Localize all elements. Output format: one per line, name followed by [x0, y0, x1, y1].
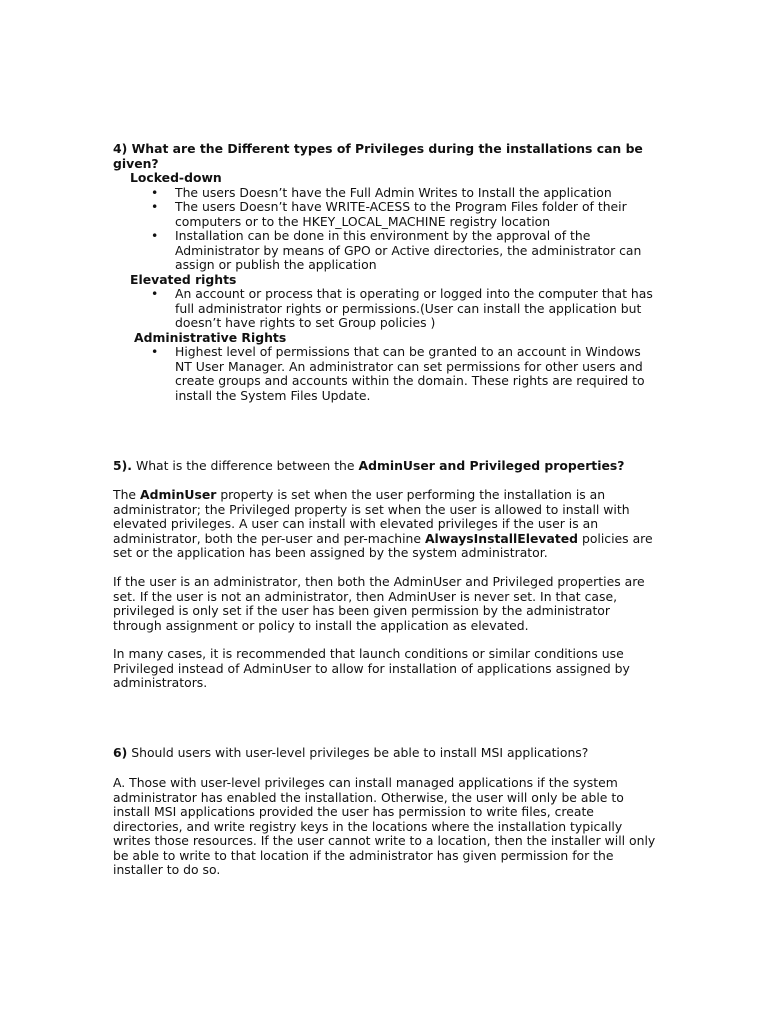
p1-adminuser-term: AdminUser: [139, 487, 217, 502]
locked-down-list: [113, 186, 658, 273]
elevated-rights-list: [113, 287, 658, 331]
p1-alwaysinstallelevated-term: AlwaysInstallElevated: [424, 530, 579, 546]
section-heading-administrative-rights: Administrative Rights: [134, 329, 287, 345]
p1-text-e: policies are set or the application has been assigned by the system administrator.: [113, 530, 653, 560]
question-5-paragraph-1: [113, 488, 658, 561]
question-4: [113, 142, 658, 403]
list-item: • The users Doesn’t have WRITE-ACESS to the Program Files folder of their computers or to the HKEY_LOCAL_MACHINE registry location: [113, 200, 658, 229]
question-6-number: 6): [113, 745, 128, 760]
question-5-text-bold: AdminUser and Privileged properties?: [358, 458, 625, 473]
question-6-text: Should users with user-level privileges be able to install MSI applications?: [127, 745, 589, 760]
question-5-text: What is the difference between the: [132, 458, 359, 473]
question-6: [113, 746, 658, 761]
paragraph-text: A. Those with user-level privileges can install managed applications if the system administrator has enabled the installation. Otherwise, the user will only be able to install MSI applications provided the user has permission to write files, create directories, and write registry keys in the locations where the installation typically writes those resources. If the user cannot write to a location, then the installer will only be able to write to that location if the administrator has given permission for the installer to do so.: [113, 775, 656, 877]
question-5-title: [113, 459, 658, 474]
question-6-title: [113, 746, 658, 761]
list-item: • Highest level of permissions that can be granted to an account in Windows NT User Manager. An administrator can set permissions for other users and create groups and accounts within the domain. These rights are required to install the System Files Update.: [113, 345, 658, 403]
question-5-paragraph-2: [113, 575, 658, 633]
paragraph-text: If the user is an administrator, then both the AdminUser and Privileged properties are set. If the user is not an administrator, then AdminUser is never set. In that case, privileged is only set if the user has been given permission by the administrator through assignment or policy to install the application as elevated.: [113, 574, 645, 633]
question-5: [113, 459, 658, 474]
p1-text-c: property is set when the user performing the installation is an administrator; the Privileged property is set when the user is allowed to install with elevated privileges. A user can install with elevated privileges if the user is an administrator, both the per-user and per-machine: [113, 487, 630, 546]
paragraph-text: In many cases, it is recommended that launch conditions or similar conditions use Privileged instead of AdminUser to allow for installation of applications assigned by administrators.: [113, 646, 630, 690]
administrative-rights-list: [113, 345, 658, 403]
section-heading-elevated-rights: Elevated rights: [130, 271, 237, 287]
list-item: • Installation can be done in this environment by the approval of the Administrator by means of GPO or Active directories, the administrator can assign or publish the application: [113, 229, 658, 273]
list-item: • An account or process that is operating or logged into the computer that has full administrator rights or permissions.(User can install the application but doesn’t have rights to set Group policies ): [113, 287, 658, 331]
question-5-number: 5).: [113, 458, 132, 473]
p1-text-a: The: [113, 487, 140, 502]
question-5-paragraph-3: [113, 647, 658, 691]
question-6-answer: [113, 776, 658, 878]
section-heading-locked-down: Locked-down: [130, 170, 222, 185]
question-4-title: 4) What are the Different types of Privileges during the installations can be given?: [113, 141, 643, 171]
list-item: • The users Doesn’t have the Full Admin Writes to Install the application: [113, 186, 658, 201]
